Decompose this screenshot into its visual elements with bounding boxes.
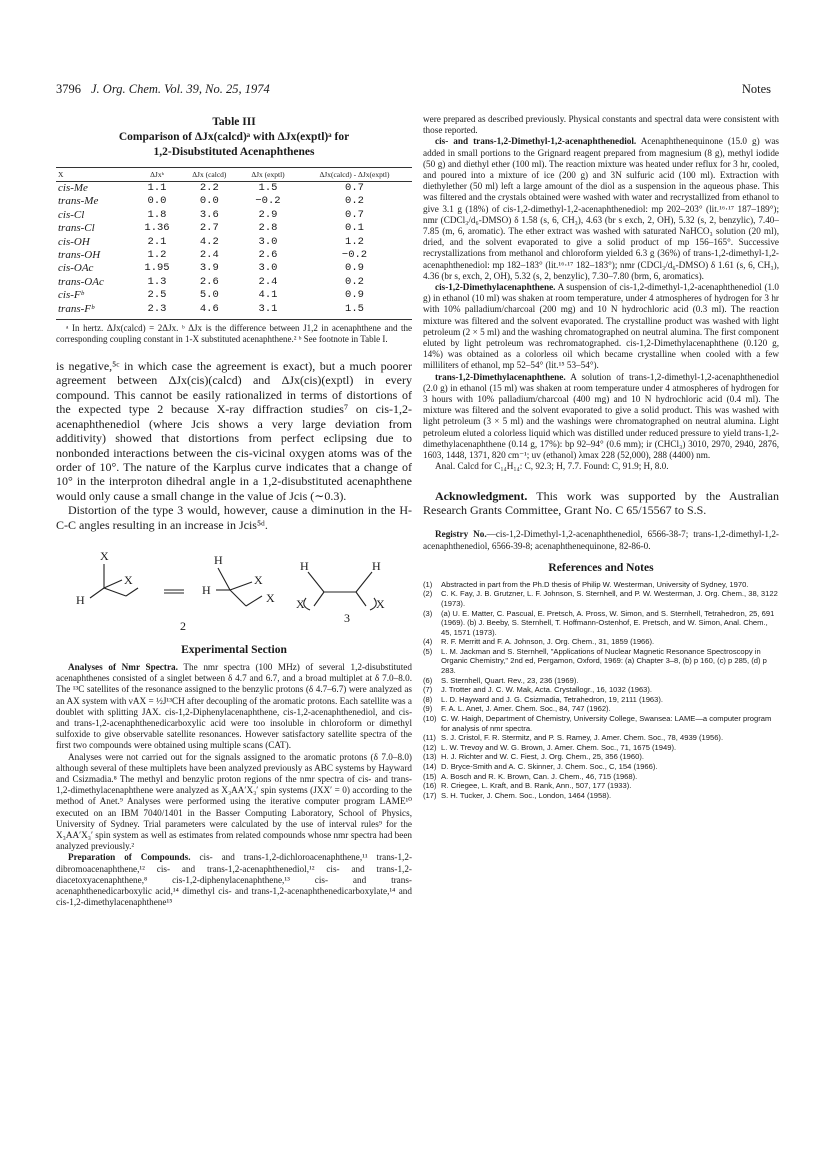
- table-cell-substituent: trans-Me: [58, 195, 99, 208]
- reference-text: R. F. Merritt and F. A. Johnson, J. Org. Chem., 31, 1859 (1966).: [441, 637, 655, 647]
- atom-label: X: [124, 572, 133, 587]
- paragraph: [56, 662, 412, 752]
- reference-item: [423, 609, 779, 638]
- acknowledgment: [423, 489, 779, 518]
- table-cell-value: 0.1: [345, 222, 364, 235]
- paragraph-text: were prepared as described previously. Physical constants and spectral data were consistent with those reported.: [423, 114, 779, 136]
- reference-text: C. W. Haigh, Department of Chemistry, University College, Swansea: LAME—a computer program for analysis of nmr spectra.: [441, 714, 772, 733]
- table-cell-value: 2.8: [258, 222, 278, 235]
- table-cell-substituent: cis-Cl: [58, 208, 85, 221]
- section-name: Notes: [741, 82, 771, 96]
- registry-numbers: [423, 529, 779, 551]
- reference-text: C. K. Fay, J. B. Grutzner, L. F. Johnson, S. Sternhell, and P. W. Westerman, J. Org. Chem., 38, 3122 (1973).: [441, 589, 778, 608]
- paragraph: Distortion of the type 3 would, however, cause a diminution in the H-C-C angles resulting in an increase in Jcis⁵ᵈ.: [56, 503, 412, 532]
- structure-drawings: [56, 538, 412, 634]
- col-header: ΔJx(calcd) - ΔJx(exptl): [319, 170, 390, 179]
- table-cell-value: 3.0: [258, 262, 278, 275]
- reference-text: R. Criegee, L. Kraft, and B. Rank, Ann., 507, 177 (1933).: [441, 781, 632, 791]
- table-cell-substituent: cis-OH: [58, 235, 90, 248]
- reference-item: [423, 637, 779, 647]
- paragraph-text: The nmr spectra (100 MHz) of several 1,2-disubstituted acenaphthenes consisted of a singlet between δ 4.7 and 6.7, and a broad multiplet at δ 7.0–8.0. The ¹³C satellites of the resonance assigned to the benzylic protons (δ 4.7–6.7) were analyzed as an AX system with νAX = ½J¹³CH after decoupling of the aromatic protons. Each satellite was a doublet with splitting JAX. cis-1,2-Diphenylacenaphthene, cis-1,2-acenaphthenediol, and cis- and trans-1,2-acenaphthenedicarboxylic acid were too insoluble in chloroform or dimethyl sulfoxide to give observable satellite resonances. However satisfactory satellite spectra of the first two compounds were obtained using multiple scans (CAT).: [56, 661, 412, 751]
- table-cell-value: 2.6: [258, 249, 278, 262]
- reference-number: (1): [423, 579, 433, 589]
- reference-number: (3): [423, 608, 433, 618]
- reference-item: [423, 714, 779, 733]
- table-cell-substituent: trans-Fᵇ: [58, 302, 94, 315]
- paragraph-text: Anal. Calcd for C₁₄H₁₄: C, 92.3; H, 7.7. Found: C, 91.9; H, 8.0.: [435, 461, 669, 472]
- table-cell-substituent: cis-Fᵇ: [58, 289, 84, 302]
- table-title: Comparison of ΔJx(calcd)ᵃ with ΔJx(exptl)ᵃ for: [118, 131, 350, 143]
- reference-item: [423, 762, 779, 772]
- reference-number: (6): [423, 675, 433, 685]
- atom-label: H: [300, 558, 309, 573]
- table-row: [56, 209, 412, 222]
- reference-number: (15): [423, 771, 437, 781]
- paragraph-heading: trans-1,2-Dimethylacenaphthene.: [435, 371, 566, 382]
- reference-text: L. W. Trevoy and W. G. Brown, J. Amer. Chem. Soc., 71, 1675 (1949).: [441, 742, 677, 752]
- reference-number: (4): [423, 637, 433, 647]
- paragraph-heading: cis- and trans-1,2-Dimethyl-1,2-acenaphthenediol.: [435, 136, 637, 147]
- table-cell-value: 3.1: [258, 302, 278, 315]
- reference-number: (5): [423, 646, 433, 656]
- reference-item: [423, 647, 779, 676]
- atom-label: X: [266, 590, 275, 605]
- table-cell-value: 0.9: [345, 289, 364, 302]
- reference-item: [423, 695, 779, 705]
- reference-item: [423, 752, 779, 762]
- reference-text: A. Bosch and R. K. Brown, Can. J. Chem., 46, 715 (1968).: [441, 771, 638, 781]
- table-cell-value: 0.2: [345, 275, 364, 288]
- reference-text: L. D. Hayward and J. G. Csizmadia, Tetrahedron, 19, 2111 (1963).: [441, 694, 664, 704]
- reference-item: [423, 589, 779, 608]
- table-cell-value: 1.8: [147, 208, 167, 221]
- col-header: ΔJxᵇ: [150, 170, 164, 179]
- reference-number: (8): [423, 694, 433, 704]
- journal-name: J. Org. Chem. Vol. 39, No. 25, 1974: [91, 82, 270, 96]
- table-cell-value: 2.1: [147, 235, 167, 248]
- references-list: [423, 580, 779, 801]
- col-header: ΔJx (exptl): [251, 170, 285, 179]
- reference-item: [423, 704, 779, 714]
- atom-label: H: [372, 558, 381, 573]
- table-cell-value: 4.2: [199, 235, 219, 248]
- table-cell-value: 3.6: [199, 208, 219, 221]
- table-cell-value: 1.5: [258, 182, 278, 194]
- table-cell-value: 4.1: [258, 289, 278, 302]
- atom-label: X: [100, 548, 109, 563]
- paragraph-text: Acenaphthenequinone (15.0 g) was added in small portions to the Grignard reagent prepared from magnesium (8 g), methyl iodide (50 g) and diethyl ether (100 ml). The reaction mixture was heated under reflux for 3 hr, cooled, and poured into a mixture of ice (200 g) and 3N sulfuric acid (100 ml). Extraction with diethylether (50 ml) left a large amount of the diol as a suspension in the aqueous phase. This was filtered and the crystals obtained were washed with water and recrystallized from ethanol to give 3.1 g (18%) of cis-1,2-dimethyl-1,2-acenaphthenediol: mp 202–203° (lit.¹⁶·¹⁷ 187–189°); nmr (CDCl₃/d₆-DMSO) δ 1.58 (s, 6, CH₃), 4.63 (br s exch, 2, OH), 5.32 (s, 2, benzylic), 7.40–7.85 (m, 6, aromatic). The ether extract was washed with saturated NaHCO₃ solution (20 ml), dried, and the solvent evaporated to give a solid product of mp 156–165°. Successive recrystallizations from methanol and chloroform yielded 6.3 g (36%) of trans-1,2-dimethyl-1,2-acenaphthenediol: mp 182–183° (lit.¹⁶·¹⁷ 182–183°); nmr (CDCl₃/d₆-DMSO) δ 1.61 (s, 6, CH₃), 4.36 (br s, exch, 2, OH), 5.32 (s, 2, benzylic), 7.30–7.80 (brm, 6, aromatics).: [423, 136, 779, 281]
- reference-number: (7): [423, 685, 433, 695]
- reference-number: (10): [423, 714, 437, 724]
- table-row: [56, 262, 412, 275]
- atom-label: X: [254, 572, 263, 587]
- reference-text: S. Sternhell, Quart. Rev., 23, 236 (1969).: [441, 675, 579, 685]
- reference-item: [423, 733, 779, 743]
- reference-item: [423, 743, 779, 753]
- table-cell-value: 2.4: [199, 249, 219, 262]
- paragraph: is negative,⁵ᶜ in which case the agreement is exact), but a much poorer agreement between ΔJx(cis)(calcd) and ΔJx(cis)(exptl) in every compound. This cannot be easily rationalized in terms of distortions of the expected type 2 because X-ray diffraction studies⁷ on cis-1,2-acenaphthenediol (where Jcis shows a very large deviation from additivity) showed that distortions from perfect eclipsing due to nonbonded interactions between the cis-vicinal oxygen atoms was of the order of 10°. The nature of the Karplus curve indicates that a change of 10° in the interproton dihedral angle in a 1,2-disubstituted acenaphthene would only cause a small change in the value of Jcis (∼0.3).: [56, 359, 412, 503]
- table-row: [56, 276, 412, 289]
- table-cell-substituent: trans-OAc: [58, 275, 104, 288]
- reference-number: (12): [423, 742, 437, 752]
- table-cell-substituent: trans-OH: [58, 249, 101, 262]
- table-cell-value: 3.9: [199, 262, 219, 275]
- table-row: [56, 249, 412, 262]
- paragraph-heading: Registry No.: [435, 529, 487, 540]
- structures-figure: [56, 538, 412, 634]
- reference-item: [423, 685, 779, 695]
- paragraph-heading: Acknowledgment.: [435, 488, 528, 503]
- table-cell-value: 0.0: [147, 195, 167, 208]
- table-cell-substituent: trans-Cl: [58, 222, 95, 235]
- reference-text: D. Bryce-Smith and A. C. Skinner, J. Chem. Soc., C, 154 (1966).: [441, 762, 658, 771]
- paragraph: [423, 282, 779, 372]
- table-cell-value: 2.5: [147, 289, 167, 302]
- paragraph-heading: Analyses of Nmr Spectra.: [68, 661, 178, 672]
- atom-label: H: [202, 582, 211, 597]
- reference-item: [423, 772, 779, 782]
- paragraph-text: —cis-1,2-Dimethyl-1,2-acenaphthenediol, 6566-38-7; trans-1,2-dimethyl-1,2-acenaphthenediol, 6566-39-8; acenaphthenequinone, 82-86-0.: [423, 529, 779, 551]
- paragraph: [423, 489, 779, 518]
- reference-number: (16): [423, 781, 437, 791]
- table-cell-value: 4.6: [199, 302, 219, 315]
- section-title-experimental: Experimental Section: [181, 643, 287, 656]
- reference-text: S. H. Tucker, J. Chem. Soc., London, 1464 (1958).: [441, 790, 612, 800]
- table-cell-value: 2.7: [199, 222, 219, 235]
- table-cell-value: 1.5: [345, 302, 364, 315]
- table-footnote: ᵃ In hertz. ΔJx(calcd) = 2ΔJx. ᵇ ΔJx is the difference between J1,2 in acenaphthene and the corresponding coupling constant in 1-X substituted acenaphthene.² ᵇ See footnote in Table I.: [56, 323, 412, 345]
- table-cell-value: 0.0: [199, 195, 219, 208]
- reference-text: S. J. Cristol, F. R. Stermitz, and P. S. Ramey, J. Amer. Chem. Soc., 78, 4939 (1956).: [441, 733, 724, 743]
- paragraph-heading: cis-1,2-Dimethylacenaphthene.: [435, 282, 556, 293]
- table-cell-value: 0.9: [345, 262, 364, 275]
- table-cell-value: 0.7: [345, 208, 364, 221]
- table-cell-value: 1.2: [147, 249, 167, 262]
- right-column: [423, 114, 779, 800]
- paragraph-text: This work was supported by the Australian Research Grants Committee, Grant No. C 65/15567 to S.S.: [423, 488, 779, 517]
- reference-number: (11): [423, 733, 436, 743]
- reference-item: [423, 781, 779, 791]
- paragraph-heading: Preparation of Compounds.: [68, 852, 191, 863]
- col-header: X: [58, 170, 64, 179]
- reference-text: J. Trotter and J. C. W. Mak, Acta. Crystallogr., 16, 1032 (1963).: [441, 685, 653, 695]
- page-number: 3796: [56, 82, 81, 96]
- atom-label: H: [76, 592, 85, 607]
- table-row: [56, 289, 412, 302]
- paragraph: [56, 852, 412, 908]
- reference-text: F. A. L. Anet, J. Amer. Chem. Soc., 84, 747 (1962).: [441, 704, 611, 714]
- table-cell-value: 1.1: [147, 182, 167, 194]
- table-cell-value: 2.3: [147, 302, 167, 315]
- reference-item: [423, 580, 779, 590]
- reference-number: (13): [423, 752, 437, 762]
- reference-text: Abstracted in part from the Ph.D thesis of Philip W. Westerman, University of Sydney, 1970.: [441, 579, 749, 589]
- reference-item: [423, 676, 779, 686]
- reference-number: (14): [423, 762, 437, 771]
- table-cell-value: 1.2: [345, 235, 364, 248]
- paragraph-text: A suspension of cis-1,2-dimethyl-1,2-acenaphthenediol (1.0 g) in ethanol (10 ml) was shaken at room temperature, under 4 atmospheres of hydrogen for 3 hr with 10% palladium/charcoal (200 mg) and 10 N hydrochloric acid (0.3 ml). The reaction mixture was filtered and the solvent evaporated. The crystalline product was washed with light petroleum (2 × 5 ml) and the washing chromatographed on neutral alumina. The first component eluted by light petroleum was rechromatographed. cis-1,2-Dimethylacenaphthene (0.120 g, 14%) was obtained as a colorless oil which became crystalline when cooled with a few milliliters of ethanol, mp 52–54° (lit.¹⁵ 53–54°).: [423, 282, 779, 371]
- table-row: [56, 222, 412, 235]
- discussion-text: [56, 359, 412, 532]
- paragraph: Analyses were not carried out for the signals assigned to the aromatic protons (δ 7.0–8.0) although several of these multiplets have been analyzed previously as ABC systems by Hayward and Csizmadia.⁸ The methyl and benzylic proton regions of the nmr spectra of cis- and trans-1,2-dimethylacenaphthene were analyzed as X₃AA′X₃′ spin systems (JXX′ = 0) according to the method of Anet.⁹ Analyses were performed using the iterative computer program LAME¹⁰ executed on an IBM 7040/1401 in the Basser Computing Laboratory, School of Physics, University of Sydney. Trial parameters were calculated by the use of interval rules⁹ for the X₃AA′X₃′ spin system as well as estimates from related compounds whose nmr spectra had been analyzed previously.²: [56, 751, 412, 852]
- table-row: [56, 236, 412, 249]
- reference-number: (9): [423, 704, 433, 714]
- table-cell-value: 1.36: [144, 222, 170, 235]
- reference-text: H. J. Richter and W. C. Fiest, J. Org. Chem., 25, 356 (1960).: [441, 752, 644, 762]
- table-row: [56, 182, 412, 196]
- col-header: ΔJx (calcd): [192, 170, 227, 179]
- table-cell-value: 2.6: [199, 275, 219, 288]
- table-cell-substituent: cis-OAc: [58, 262, 94, 275]
- table-row: [56, 303, 412, 320]
- table-cell-value: −0.2: [255, 195, 281, 208]
- atom-label: X: [376, 596, 385, 611]
- table-cell-value: 2.4: [258, 275, 278, 288]
- paragraph: [423, 136, 779, 282]
- structure-label: 2: [180, 618, 186, 633]
- table-cell-value: 1.3: [147, 275, 167, 288]
- table-cell-value: 2.9: [258, 208, 278, 221]
- table-cell-value: 0.2: [345, 195, 364, 208]
- paragraph: [423, 372, 779, 462]
- table-cell-substituent: cis-Me: [58, 182, 88, 194]
- reference-number: (17): [423, 790, 437, 800]
- table-row: [56, 195, 412, 208]
- table-cell-value: −0.2: [341, 249, 368, 262]
- section-title-references: References and Notes: [548, 561, 654, 574]
- reference-item: [423, 791, 779, 801]
- data-table: [56, 167, 412, 320]
- table-cell-value: 0.7: [345, 182, 364, 194]
- table-cell-value: 5.0: [199, 289, 219, 302]
- paragraph: [423, 114, 779, 136]
- table-title-2: 1,2-Disubstituted Acenaphthenes: [153, 146, 315, 158]
- paragraph-text: A solution of trans-1,2-dimethyl-1,2-acenaphthenediol (2.0 g) in ethanol (15 ml) was shaken at room temperature under 4 atmospheres of hydrogen for 3 hours with 10% palladium/charcoal (400 mg) and 10 N hydrochloric acid (0.4 ml). The mixture was filtered and the solvent evaporated to give a solid product. This was washed with light petroleum (3 × 5 ml) and the washings were chromatographed on neutral alumina. Light petroleum eluted a colorless liquid which was distilled under reduced pressure to yield trans-1,2-dimethylacenaphthene (0.14 g, 17%): bp 92–94° (0.6 mm); ir (CHCl₃) 3010, 2970, 2940, 2876, 1603, 1448, 1371, 820 cm⁻¹; uv (ethanol) λmax 228 (52,000), 288 (4400) nm.: [423, 371, 779, 461]
- reference-text: (a) U. E. Matter, C. Pascual, E. Pretsch, A. Pross, W. Simon, and S. Sternhell, Tetrahedron, 25, 691 (1969). (b) J. Beeby, S. Sternhell, T. Hoffmann-Ostenhof, E. Pretsch, and W. Simon, Anal. Chem., 45, 1571 (1973).: [441, 608, 775, 637]
- table-number: Table III: [212, 116, 256, 128]
- reference-text: L. M. Jackman and S. Sternhell, "Applications of Nuclear Magnetic Resonance Spectroscopy in Organic Chemistry," 2nd ed, Pergamon, Oxford, 1969: (a) Chapter 3–8, (b) p 160, (c) p 285, (d) p 283.: [441, 646, 767, 676]
- running-header: [56, 82, 270, 97]
- paragraph: [423, 461, 779, 472]
- table-cell-value: 2.2: [199, 182, 219, 194]
- structure-label: 3: [344, 610, 350, 625]
- atom-label: X: [296, 596, 305, 611]
- table-cell-value: 1.95: [144, 262, 170, 275]
- table-cell-value: 3.0: [258, 235, 278, 248]
- paragraph-text: cis- and trans-1,2-dichloroacenaphthene,¹¹ trans-1,2-dibromoacenaphthene,¹² cis- and trans-1,2-acenaphthenediol,¹² cis- and trans-1,2-diacetoxyacenaphthene,⁸ cis-1,2-diphenylacenaphthene,¹³ cis- and trans-acenaphthenedicarboxylic acid,¹⁴ dimethyl cis- and trans-1,2-acenaphthenedicarboxylate,¹⁴ and cis-1,2-dimethylacenaphthene¹⁵: [56, 852, 413, 908]
- atom-label: H: [214, 552, 223, 567]
- reference-number: (2): [423, 589, 433, 599]
- left-column: [56, 114, 412, 908]
